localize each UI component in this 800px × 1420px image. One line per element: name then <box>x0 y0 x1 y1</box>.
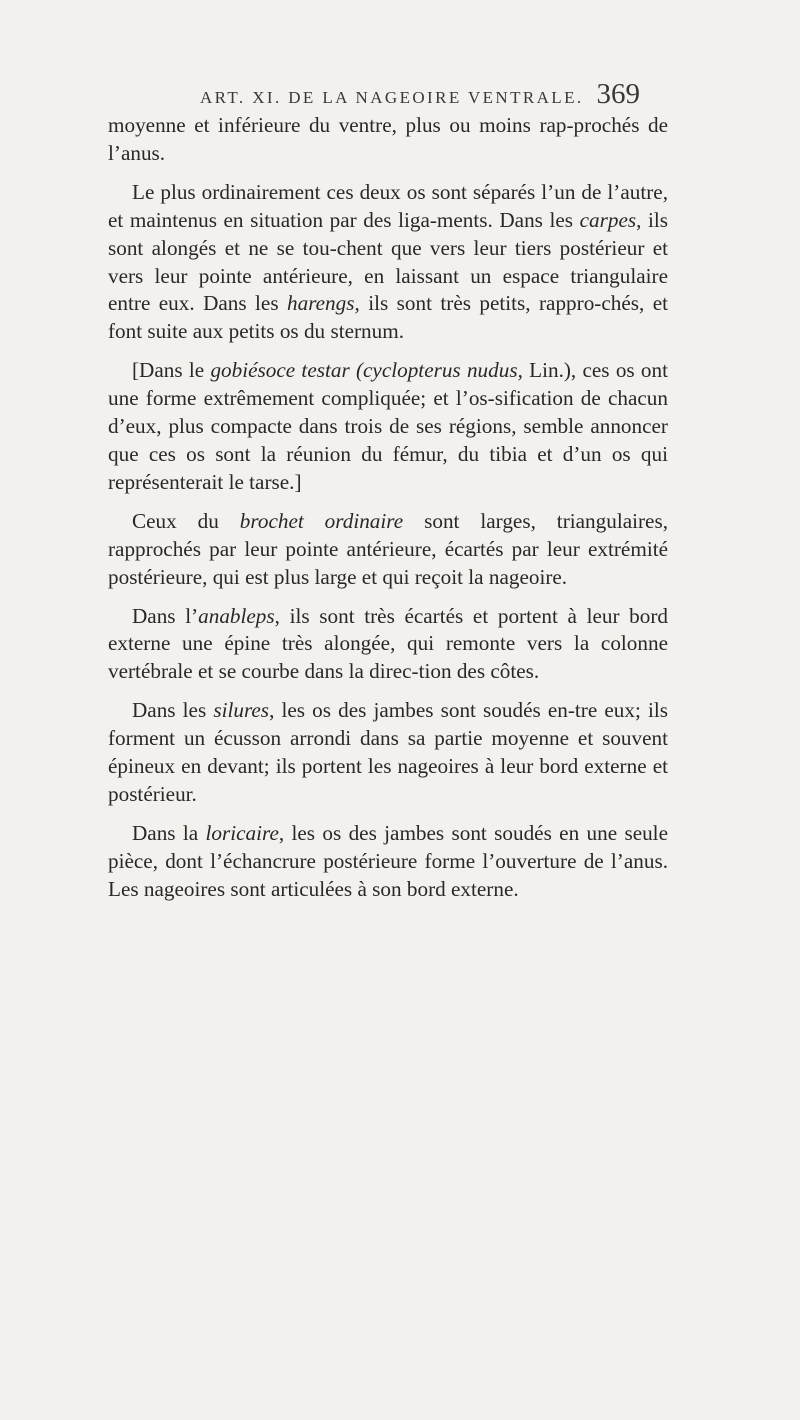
running-head: ART. XI. DE LA NAGEOIRE VENTRALE. <box>200 88 584 107</box>
text-run: Le plus ordinairement ces deux os sont séparés l’un de l’autre, et maintenus en situation par des liga-ments. Dans les <box>108 179 668 232</box>
italic-term: carpes <box>579 207 637 232</box>
italic-term: gobiésoce testar (cyclopterus nudus <box>210 358 518 383</box>
text-run: [Dans le <box>132 358 211 383</box>
paragraph <box>108 820 668 904</box>
text-run: Dans les <box>132 698 214 723</box>
italic-term: anableps <box>198 603 275 628</box>
italic-term: brochet ordinaire <box>239 508 404 533</box>
page-number: 369 <box>596 78 640 110</box>
text-run: sont larges, triangulaires, rapprochés par leur pointe antérieure, écartés par leur extrémité postérieure, qui est plus large et qui reçoit la nageoire. <box>108 508 668 589</box>
text-run: , les os des jambes sont soudés en-tre eux; ils forment un écusson arrondi dans sa partie moyenne et souvent épineux en devant; ils portent les nageoires à leur bord externe et postérieur. <box>108 698 668 806</box>
italic-term: harengs <box>287 291 355 316</box>
text-run: Dans l’ <box>132 603 199 628</box>
text-run: , Lin.), ces os ont une forme extrêmement compliquée; et l’os-sification de chacun d’eux, plus compacte dans trois de ses régions, semble annoncer que ces os sont la réunion du fémur, du tibia et d’un os qui représenterait le tarse.] <box>108 358 668 494</box>
text-run: Ceux du <box>132 508 240 533</box>
italic-term: silures <box>213 698 270 723</box>
paragraph <box>108 357 668 497</box>
paragraph <box>108 179 668 346</box>
text-run: , ils sont très petits, rappro-chés, et font suite aux petits os du sternum. <box>108 291 669 344</box>
text-run: , ils sont très écartés et portent à leur bord externe une épine très alongée, qui remonte vers la colonne vertébrale et se courbe dans la direc-tion des côtes. <box>108 603 668 684</box>
text-run: , ils sont alongés et ne se tou-chent que vers leur tiers postérieur et vers leur pointe antérieure, en laissant un espace triangulaire entre eux. Dans les <box>108 207 668 316</box>
paragraph <box>108 508 668 592</box>
paragraph <box>108 697 668 809</box>
text-run: Dans la <box>132 820 206 845</box>
body-text <box>108 112 668 904</box>
text-run: , les os des jambes sont soudés en une seule pièce, dont l’échancrure postérieure forme l’ouverture de l’anus. Les nageoires sont articulées à son bord externe. <box>108 820 668 901</box>
page-header <box>200 78 640 111</box>
paragraph <box>108 112 668 168</box>
paragraph <box>108 603 668 687</box>
text-run: moyenne et inférieure du ventre, plus ou moins rap-prochés de l’anus. <box>108 113 668 165</box>
italic-term: loricaire <box>205 820 279 845</box>
